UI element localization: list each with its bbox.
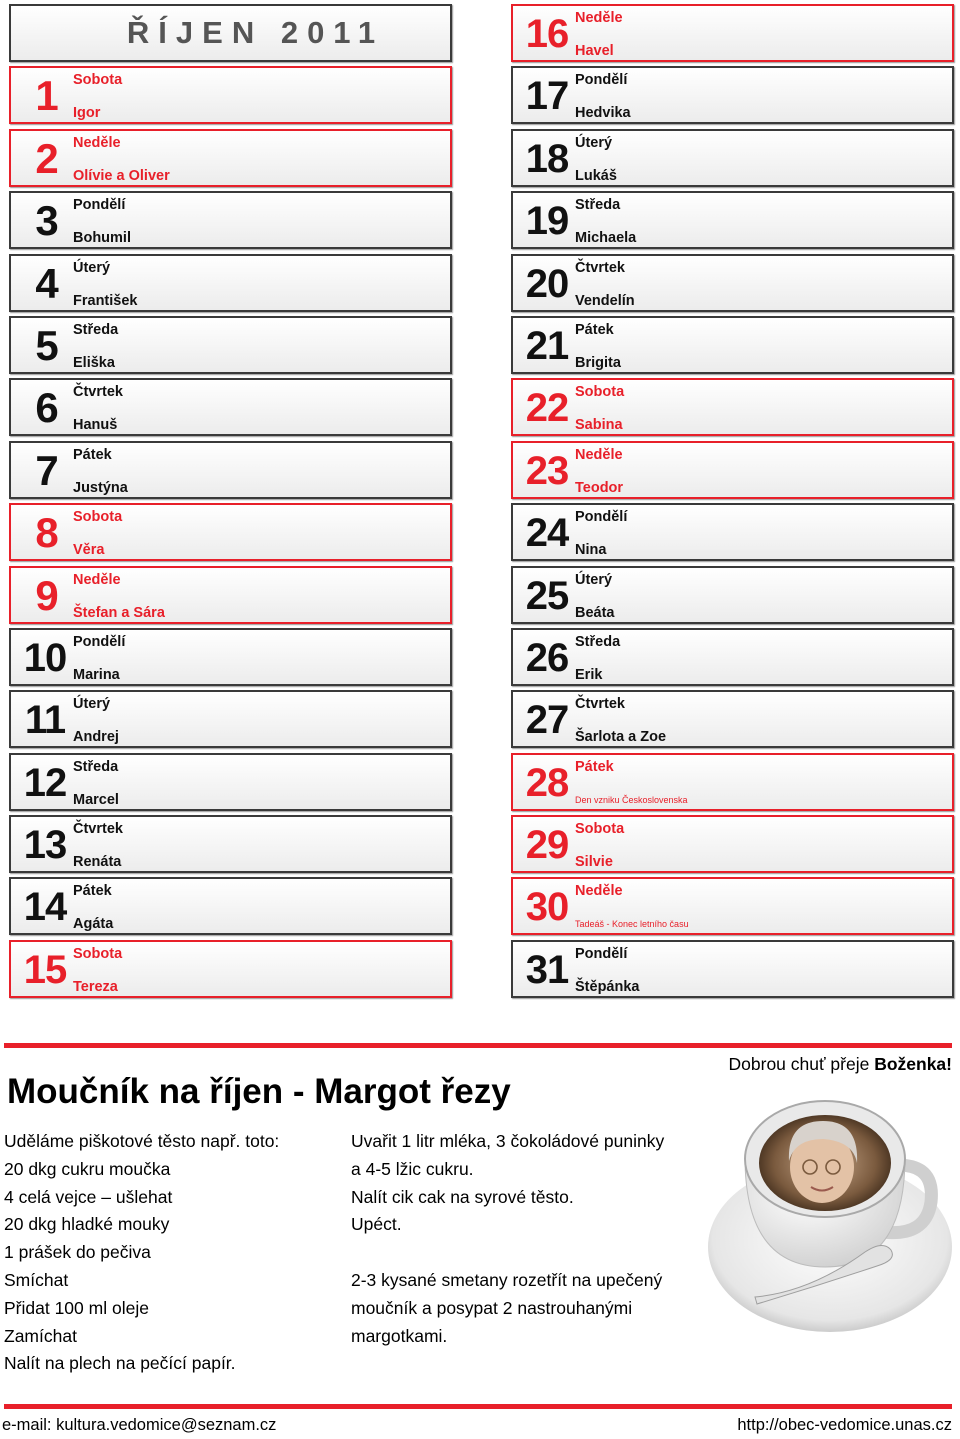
day-number: 5: [35, 321, 59, 369]
day-nameday: Havel: [575, 43, 614, 59]
day-number: 9: [35, 571, 59, 619]
day-nameday: Igor: [73, 105, 101, 122]
day-weekday: Středa: [73, 758, 119, 775]
day-cell-19: [511, 191, 954, 249]
day-number: 10: [23, 635, 67, 680]
recipe-line: Nalít na plech na pečící papír.: [4, 1353, 236, 1374]
day-nameday: Lukáš: [575, 167, 617, 184]
day-cell-4: [9, 254, 452, 312]
day-nameday: Hedvika: [575, 105, 631, 122]
day-cell-23: [511, 441, 954, 499]
recipe-line: 2-3 kysané smetany rozetřít na upečený: [351, 1269, 663, 1290]
day-cell-2: [9, 129, 452, 187]
recipe-line: Upéct.: [351, 1214, 402, 1235]
day-number: 12: [23, 760, 67, 805]
day-cell-1: [9, 66, 452, 124]
day-number: 27: [525, 698, 569, 743]
month-title: ŘÍJEN 2011: [9, 4, 452, 62]
day-number: 15: [23, 947, 67, 992]
day-nameday: Brigita: [575, 354, 621, 371]
day-number: 14: [23, 885, 67, 930]
day-nameday: Šarlota a Zoe: [575, 729, 667, 746]
day-nameday: Věra: [73, 542, 105, 559]
recipe-line: 20 dkg cukru moučka: [4, 1158, 171, 1179]
day-nameday: Silvie: [575, 854, 613, 871]
divider-bottom: [4, 1404, 952, 1409]
day-weekday: Pondělí: [73, 197, 126, 214]
recipe-line: a 4-5 lžic cukru.: [351, 1158, 474, 1179]
day-weekday: Sobota: [575, 821, 625, 838]
greeting: [729, 1054, 952, 1075]
day-nameday: Eliška: [73, 354, 115, 371]
day-number: 8: [35, 509, 59, 557]
day-number: 13: [23, 823, 67, 868]
day-weekday: Neděle: [575, 10, 623, 26]
recipe-line: Uvařit 1 litr mléka, 3 čokoládové puninky: [351, 1131, 665, 1151]
day-cell-5: [9, 316, 452, 374]
day-nameday: Vendelín: [575, 292, 635, 309]
day-nameday: Renáta: [73, 854, 122, 871]
day-nameday: Štefan a Sára: [73, 604, 165, 621]
day-cell-7: [9, 441, 452, 499]
day-cell-18: [511, 129, 954, 187]
day-cell-16: [511, 4, 954, 62]
day-weekday: Čtvrtek: [73, 821, 123, 838]
day-weekday: Čtvrtek: [575, 696, 625, 713]
day-number: 22: [525, 386, 569, 431]
day-number: 1: [35, 72, 59, 120]
recipe-line: Uděláme piškotové těsto např. toto:: [4, 1131, 280, 1151]
day-weekday: Středa: [575, 197, 621, 214]
day-nameday: Tereza: [73, 978, 118, 995]
footer-website[interactable]: http://obec-vedomice.unas.cz: [737, 1416, 952, 1434]
day-nameday: Erik: [575, 666, 603, 683]
day-number: 20: [525, 261, 569, 306]
day-cell-26: [511, 628, 954, 686]
day-nameday: Marina: [73, 666, 120, 683]
day-nameday: Tadeáš - Konec letního času: [575, 919, 689, 930]
recipe-line: Zamíchat: [4, 1325, 77, 1346]
day-weekday: Sobota: [73, 72, 123, 89]
recipe-line: 4 celá vejce – ušlehat: [4, 1186, 173, 1207]
day-cell-25: [511, 566, 954, 624]
day-number: 7: [35, 446, 59, 494]
day-weekday: Pondělí: [575, 72, 628, 89]
day-weekday: Pondělí: [575, 509, 628, 526]
day-weekday: Úterý: [575, 571, 613, 588]
day-cell-10: [9, 628, 452, 686]
day-nameday: Bohumil: [73, 230, 131, 247]
day-cell-24: [511, 503, 954, 561]
day-number: 17: [525, 74, 569, 119]
day-number: 2: [35, 134, 59, 182]
day-weekday: Pondělí: [575, 945, 628, 962]
day-cell-20: [511, 254, 954, 312]
day-number: 4: [35, 259, 59, 307]
day-weekday: Pátek: [73, 446, 112, 463]
day-weekday: Čtvrtek: [73, 384, 123, 401]
day-nameday: Štěpánka: [575, 978, 640, 995]
day-cell-21: [511, 316, 954, 374]
day-cell-15: [9, 940, 452, 998]
day-cell-29: [511, 815, 954, 873]
day-cell-13: [9, 815, 452, 873]
day-cell-8: [9, 503, 452, 561]
day-nameday: Teodor: [575, 479, 624, 496]
greeting-text: Dobrou chuť přeje: [728, 1054, 875, 1074]
recipe-line: Smíchat: [4, 1269, 69, 1290]
day-weekday: Středa: [575, 633, 621, 650]
footer-email[interactable]: e-mail: kultura.vedomice@seznam.cz: [2, 1416, 277, 1434]
day-number: 30: [525, 885, 569, 930]
day-nameday: Justýna: [73, 479, 128, 496]
recipe-line: 1 prášek do pečiva: [4, 1242, 151, 1263]
day-number: 29: [525, 823, 569, 868]
day-weekday: Neděle: [73, 134, 121, 151]
recipe-line: [351, 1239, 664, 1267]
day-weekday: Neděle: [575, 883, 623, 900]
day-number: 23: [525, 448, 569, 493]
day-number: 31: [525, 947, 569, 992]
day-weekday: Pondělí: [73, 633, 126, 650]
day-cell-9: [9, 566, 452, 624]
day-nameday: Nina: [575, 542, 607, 559]
day-cell-14: [9, 877, 452, 935]
day-number: 26: [525, 635, 569, 680]
recipe-line: moučník a posypat 2 nastrouhanými: [351, 1297, 633, 1318]
day-nameday: Marcel: [73, 791, 119, 808]
greeting-name: Boženka!: [874, 1054, 952, 1074]
day-weekday: Pátek: [575, 321, 614, 338]
day-number: 28: [525, 760, 569, 805]
day-weekday: Pátek: [575, 758, 614, 775]
day-weekday: Úterý: [575, 134, 613, 151]
day-number: 11: [24, 698, 66, 743]
day-weekday: Sobota: [73, 945, 123, 962]
day-nameday: Beáta: [575, 604, 615, 621]
recipe-title: Moučník na říjen - Margot řezy: [7, 1072, 511, 1111]
day-weekday: Úterý: [73, 696, 111, 713]
day-number: 21: [525, 323, 569, 368]
day-weekday: Středa: [73, 321, 119, 338]
recipe-line: 20 dkg hladké mouky: [4, 1214, 170, 1235]
day-number: 6: [35, 384, 59, 432]
recipe-line: Nalít cik cak na syrové těsto.: [351, 1186, 574, 1207]
day-cell-28: [511, 753, 954, 811]
day-weekday: Neděle: [575, 446, 623, 463]
day-nameday: František: [73, 292, 138, 309]
day-number: 25: [525, 573, 569, 618]
day-weekday: Sobota: [575, 384, 625, 401]
day-weekday: Pátek: [73, 883, 112, 900]
recipe-ingredients: [4, 1128, 279, 1378]
day-number: 19: [525, 199, 569, 244]
day-nameday: Andrej: [73, 729, 119, 746]
day-weekday: Čtvrtek: [575, 259, 625, 276]
day-number: 18: [525, 136, 569, 181]
recipe-instructions: [351, 1128, 664, 1350]
calendar-left-column: [9, 4, 452, 1002]
day-cell-30: [511, 877, 954, 935]
day-nameday: Den vzniku Československa: [575, 794, 688, 805]
day-cell-22: [511, 378, 954, 436]
coffee-cup-portrait-icon: [705, 1097, 955, 1337]
day-nameday: Hanuš: [73, 417, 118, 434]
recipe-line: Přidat 100 ml oleje: [4, 1297, 149, 1318]
divider-top: [4, 1043, 952, 1048]
day-cell-17: [511, 66, 954, 124]
recipe-line: margotkami.: [351, 1325, 448, 1346]
day-weekday: Neděle: [73, 571, 121, 588]
day-cell-11: [9, 690, 452, 748]
day-nameday: Olívie a Oliver: [73, 167, 170, 184]
day-nameday: Agáta: [73, 916, 114, 933]
day-nameday: Sabina: [575, 417, 623, 434]
day-nameday: Michaela: [575, 230, 637, 247]
day-cell-31: [511, 940, 954, 998]
day-number: 16: [525, 12, 569, 56]
day-number: 3: [35, 197, 59, 245]
day-cell-12: [9, 753, 452, 811]
day-weekday: Sobota: [73, 509, 123, 526]
day-weekday: Úterý: [73, 259, 111, 276]
day-number: 24: [525, 511, 569, 556]
day-cell-27: [511, 690, 954, 748]
calendar-right-column: [511, 4, 954, 1002]
day-cell-6: [9, 378, 452, 436]
day-cell-3: [9, 191, 452, 249]
